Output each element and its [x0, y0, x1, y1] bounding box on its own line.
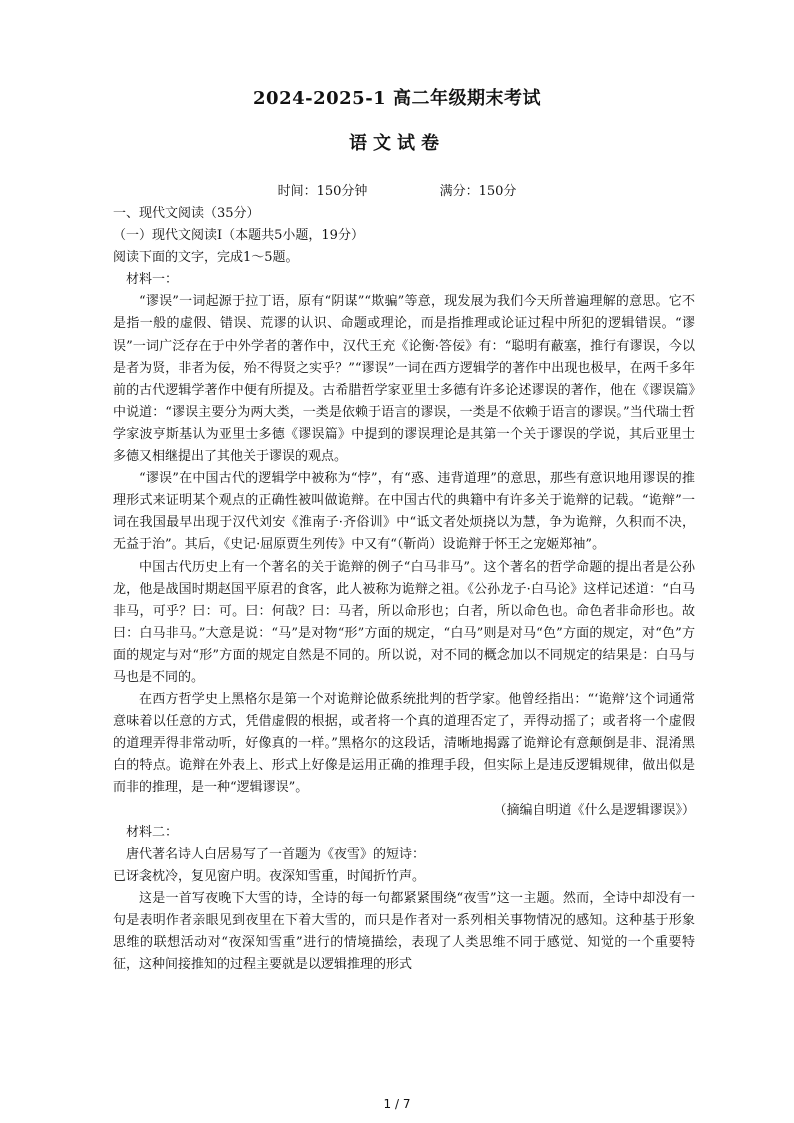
material1-paragraph-1: “谬误”一词起源于拉丁语，原有“阴谋”“欺骗”等意，现发展为我们今天所普遍理解的意思。它不是指一般的虚假、错误、荒谬的认识、命题或理论，而是指推理或论证过程中所犯的逻辑错误。“谬误”一词广泛存在于中外学者的著作中，汉代王充《论衡·答佞》有：“聪明有蔽塞，推行有谬误，今以是者为贤，非者为佞，殆不得贤之实乎？”“谬误”一词在西方逻辑学的著作中出现也极早，在两千多年前的古代逻辑学著作中便有所提及。古希腊哲学家亚里士多德有许多论述谬误的著作，他在《谬误篇》中说道：“谬误主要分为两大类，一类是依赖于语言的谬误，一类是不依赖于语言的谬误。”当代瑞士哲学家波亨斯基认为亚里士多德《谬误篇》中提到的谬误理论是其第一个关于谬误的学说，其后亚里士多德又相继提出了其他关于谬误的观点。: [113, 294, 695, 465]
exam-score: 满分：150分: [439, 184, 517, 199]
subject-title: 语文试卷: [349, 133, 445, 154]
material2-intro: 唐代著名诗人白居易写了一首题为《夜雪》的短诗：: [126, 846, 426, 862]
material1-paragraph-2: “谬误”在中国古代的逻辑学中被称为“悖”，有“惑、违背道理”的意思，那些有意识地用谬误的推理形式来证明某个观点的正确性被叫做诡辩。在中国古代的典籍中有许多关于诡辩的记载。“诡辩”一词在我国最早出现于汉代刘安《淮南子·齐俗训》中“诋文者处烦挠以为慧，争为诡辩，久积而不决，无益于治”。其后，《史记·屈原贾生列传》中又有“（靳尚）设诡辩于怀王之宠姬郑袖”。: [113, 471, 695, 553]
page-number: 1 / 7: [383, 1097, 411, 1111]
section-heading: 一、现代文阅读（35分）: [113, 206, 260, 221]
exam-title: 2024-2025-1 高二年级期末考试: [253, 88, 541, 109]
exam-meta: [0, 180, 794, 199]
exam-time: 时间：150分钟: [277, 184, 368, 199]
material1-label: 材料一：: [126, 272, 179, 288]
material1-source: （摘编自明道《什么是逻辑谬误》）: [493, 802, 695, 818]
reading-instruction: 阅读下面的文字，完成1～5题。: [113, 250, 299, 266]
material2-label: 材料二：: [126, 824, 179, 840]
material1-paragraph-3: 中国古代历史上有一个著名的关于诡辩的例子“白马非马”。这个著名的哲学命题的提出者是公孙龙，他是战国时期赵国平原君的食客，此人被称为诡辩之祖。《公孙龙子·白马论》这样记述道：“白马非马，可乎？曰：可。曰：何哉？曰：马者，所以命形也；白者，所以命色也。命色者非命形也。故曰：白马非马。”大意是说：“马”是对物“形”方面的规定，“白马”则是对马“色”方面的规定，对“色”方面的规定与对“形”方面的规定自然是不同的。所以说，对不同的概念加以不同规定的结果是：白马与马也是不同的。: [113, 559, 695, 685]
material2-paragraph: 这是一首写夜晚下大雪的诗，全诗的每一句都紧紧围绕“夜雪”这一主题。然而，全诗中却没有一句是表明作者亲眼见到夜里在下着大雪的，而只是作者对一系列相关事物情况的感知。这种基于形象思维的联想活动对“夜深知雪重”进行的情境描绘，表现了人类思维不同于感觉、知觉的一个重要特征，这种间接推知的过程主要就是以逻辑推理的形式: [113, 890, 695, 973]
material2-poem: 已讶衾枕冷，复见窗户明。夜深知雪重，时闻折竹声。: [113, 868, 426, 884]
sub-section-heading: （一）现代文阅读Ⅰ（本题共5小题，19分）: [113, 228, 364, 244]
exam-content: [113, 203, 695, 976]
material1-paragraph-4: 在西方哲学史上黑格尔是第一个对诡辩论做系统批判的哲学家。他曾经指出：“‘诡辩’这个词通常意味着以任意的方式，凭借虚假的根据，或者将一个真的道理否定了，弄得动摇了；或者将一个虚假的道理弄得非常动听，好像真的一样。”黑格尔的这段话，清晰地揭露了诡辩论有意颠倒是非、混淆黑白的特点。诡辩在外表上、形式上好像是运用正确的推理手段，但实际上是违反逻辑规律，做出似是而非的推理，是一种“逻辑谬误”。: [113, 692, 695, 796]
